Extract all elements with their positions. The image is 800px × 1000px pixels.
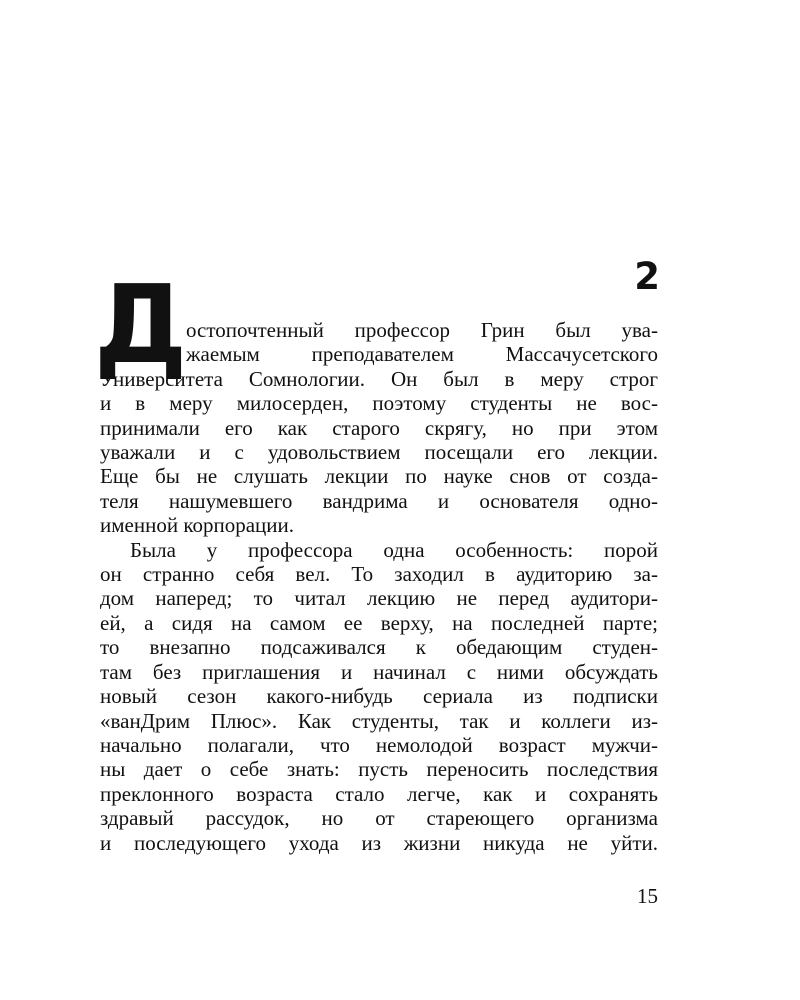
text-line: и в меру милосерден, поэтому студенты не вос- xyxy=(100,391,658,416)
text-line: здравый рассудок, но от стареющего организма xyxy=(100,806,658,831)
text-line: преклонного возраста стало легче, как и сохранять xyxy=(100,781,658,806)
text-line: остопочтенный профессор Грин был ува- xyxy=(186,318,658,342)
text-line: жаемым преподавателем Массачусетского xyxy=(186,342,658,367)
text-line: «ванДрим Плюс». Как студенты, так и коллеги из- xyxy=(100,708,658,733)
text-line: ей, а сидя на самом ее верху, на последней парте; xyxy=(100,610,658,635)
page-number: 15 xyxy=(637,884,658,908)
text-line: Университета Сомнологии. Он был в меру строг xyxy=(100,366,658,391)
text-line: принимали его как старого скрягу, но при этом xyxy=(100,415,658,440)
text-line: и последующего ухода из жизни никуда не уйти. xyxy=(100,830,658,855)
text-line: теля нашумевшего вандрима и основателя одно- xyxy=(100,488,658,513)
text-line: начально полагали, что немолодой возраст мужчи- xyxy=(100,732,658,757)
text-line: именной корпорации. xyxy=(100,513,294,538)
text-line: то внезапно подсаживался к обедающим студен- xyxy=(100,635,658,660)
text-line: он странно себя вел. То заходил в аудиторию за- xyxy=(100,562,658,587)
drop-cap-letter: Д xyxy=(94,263,188,388)
text-line: там без приглашения и начинал с ними обсуждать xyxy=(100,659,658,684)
text-line: уважали и с удовольствием посещали его лекции. xyxy=(100,440,658,465)
text-line: дом наперед; то читал лекцию не перед аудитори- xyxy=(100,586,658,611)
text-line: Еще бы не слушать лекции по науке снов от созда- xyxy=(100,464,658,489)
text-line: ны дает о себе знать: пусть переносить последствия xyxy=(100,757,658,782)
chapter-number: 2 xyxy=(634,255,660,298)
chapter-body-text xyxy=(100,318,658,855)
text-line: новый сезон какого-нибудь сериала из подписки xyxy=(100,684,658,709)
text-line: Была у профессора одна особенность: порой xyxy=(130,537,658,562)
